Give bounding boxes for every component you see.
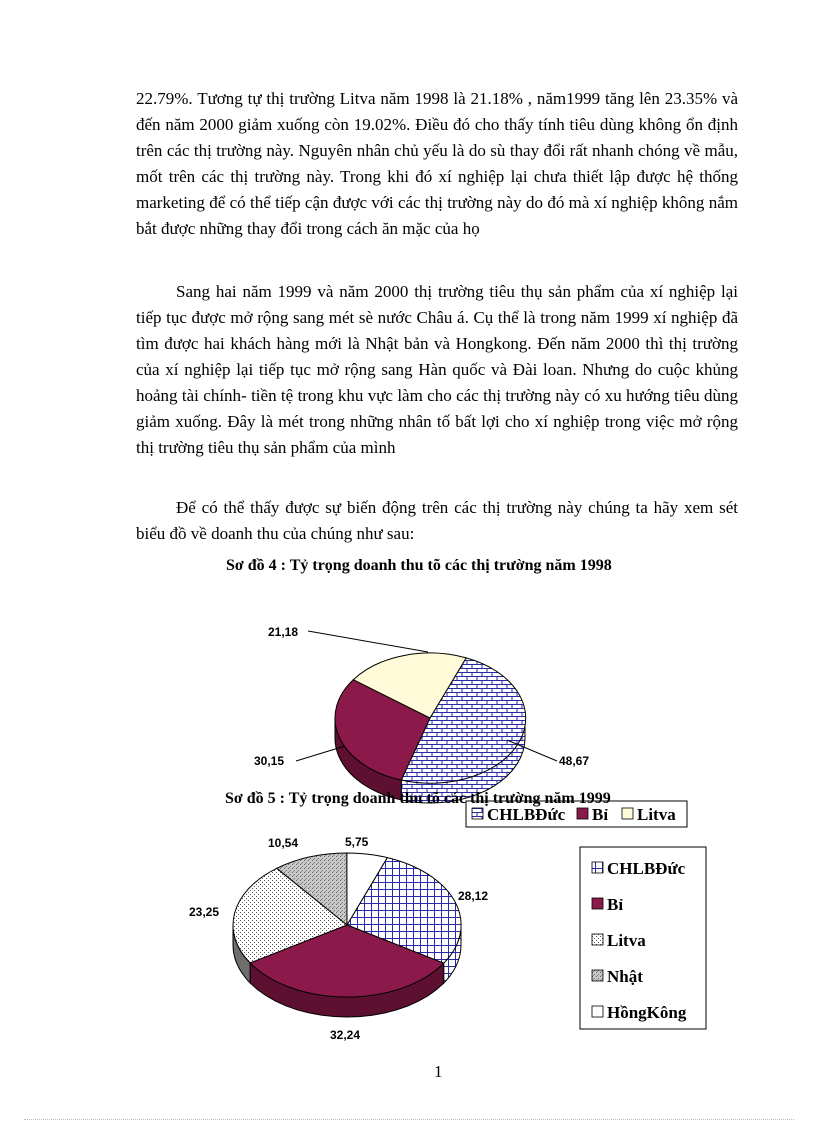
chart-title-1998: Sơ đồ 4 : Tỷ trọng doanh thu tõ các thị trường năm 1998 [226, 557, 612, 574]
legend-swatch-bi [577, 808, 588, 819]
data-label-litva: 23,25 [189, 905, 220, 919]
data-label-chlbduc: 48,67 [559, 754, 590, 768]
legend-label-bi: Bỉ [592, 805, 609, 824]
legend-label-chlbduc: CHLBĐức [487, 805, 566, 824]
legend-swatch-chlbduc [472, 808, 483, 819]
legend-label-chlbduc: CHLBĐức [607, 859, 686, 878]
legend-swatch-nhat [592, 970, 603, 981]
data-label-bi: 30,15 [254, 754, 285, 768]
legend-swatch-bi [592, 898, 603, 909]
legend-swatch-hongkong [592, 1006, 603, 1017]
data-label-litva: 21,18 [268, 625, 299, 639]
leader-line [308, 631, 428, 652]
data-label-hongkong: 5,75 [345, 835, 369, 849]
page-number: 1 [434, 1062, 443, 1081]
legend-label-nhat: Nhật [607, 967, 643, 986]
legend-label-hongkong: HồngKông [607, 1003, 687, 1022]
legend-label-litva: Litva [637, 805, 676, 824]
data-label-nhat: 10,54 [268, 836, 299, 850]
paragraph-1: 22.79%. Tương tự thị trường Litva năm 1998 là 21.18% , năm1999 tăng lên 23.35% và đến năm 2000 giảm xuống còn 19.02%. Điều đó cho thấy tính tiêu dùng không ổn định trên các thị trường này. Nguyên nhân chủ yếu là do sù thay đổi rất nhanh chóng về mẫu, mốt trên các thị trường này. Trong khi đó xí nghiệp lại chưa thiết lập được hệ thống marketing để có thể tiếp cận được với các thị trường này do đó mà xí nghiệp không nắm bắt được những thay đổi trong cách ăn mặc của họ [136, 89, 738, 238]
legend-swatch-chlbduc [592, 862, 603, 873]
paragraph-3-text: Để có thể thấy được sự biến động trên các thị trường này chúng ta hãy xem sét biểu đồ về doanh thu của chúng như sau: [136, 498, 738, 543]
data-label-bi: 32,24 [330, 1028, 361, 1042]
legend-1999 [580, 847, 706, 1029]
chart-title-1999: Sơ đồ 5 : Tỷ trọng doanh thu tõ các thị trường năm 1999 [225, 790, 611, 807]
pie-chart-1999 [189, 835, 488, 1042]
legend-swatch-litva [592, 934, 603, 945]
footer-dotted-line [24, 1119, 794, 1120]
paragraph-2-text: Sang hai năm 1999 và năm 2000 thị trường tiêu thụ sản phẩm của xí nghiệp lại tiếp tục được mở rộng sang mét sè nước Châu á. Cụ thể là trong năm 1999 xí nghiệp đã tìm được hai khách hàng mới là Nhật bản và Hongkong. Đến năm 2000 thì thị trường của xí nghiệp lại tiếp tục mở rộng sang Hàn quốc và Đài loan. Nhưng do cuộc khủng hoảng tài chính- tiền tệ trong khu vực làm cho các thị trường này có xu hướng tiêu dùng giảm xuống. Đây là mét trong những nhân tố bất lợi cho xí nghiệp trong việc mở rộng thị trường tiêu thụ sản phẩm của mình [136, 282, 738, 457]
legend-label-bi: Bỉ [607, 895, 624, 914]
legend-label-litva: Litva [607, 931, 646, 950]
data-label-chlbduc: 28,12 [458, 889, 489, 903]
pie-chart-1998 [254, 625, 589, 803]
legend-swatch-litva [622, 808, 633, 819]
